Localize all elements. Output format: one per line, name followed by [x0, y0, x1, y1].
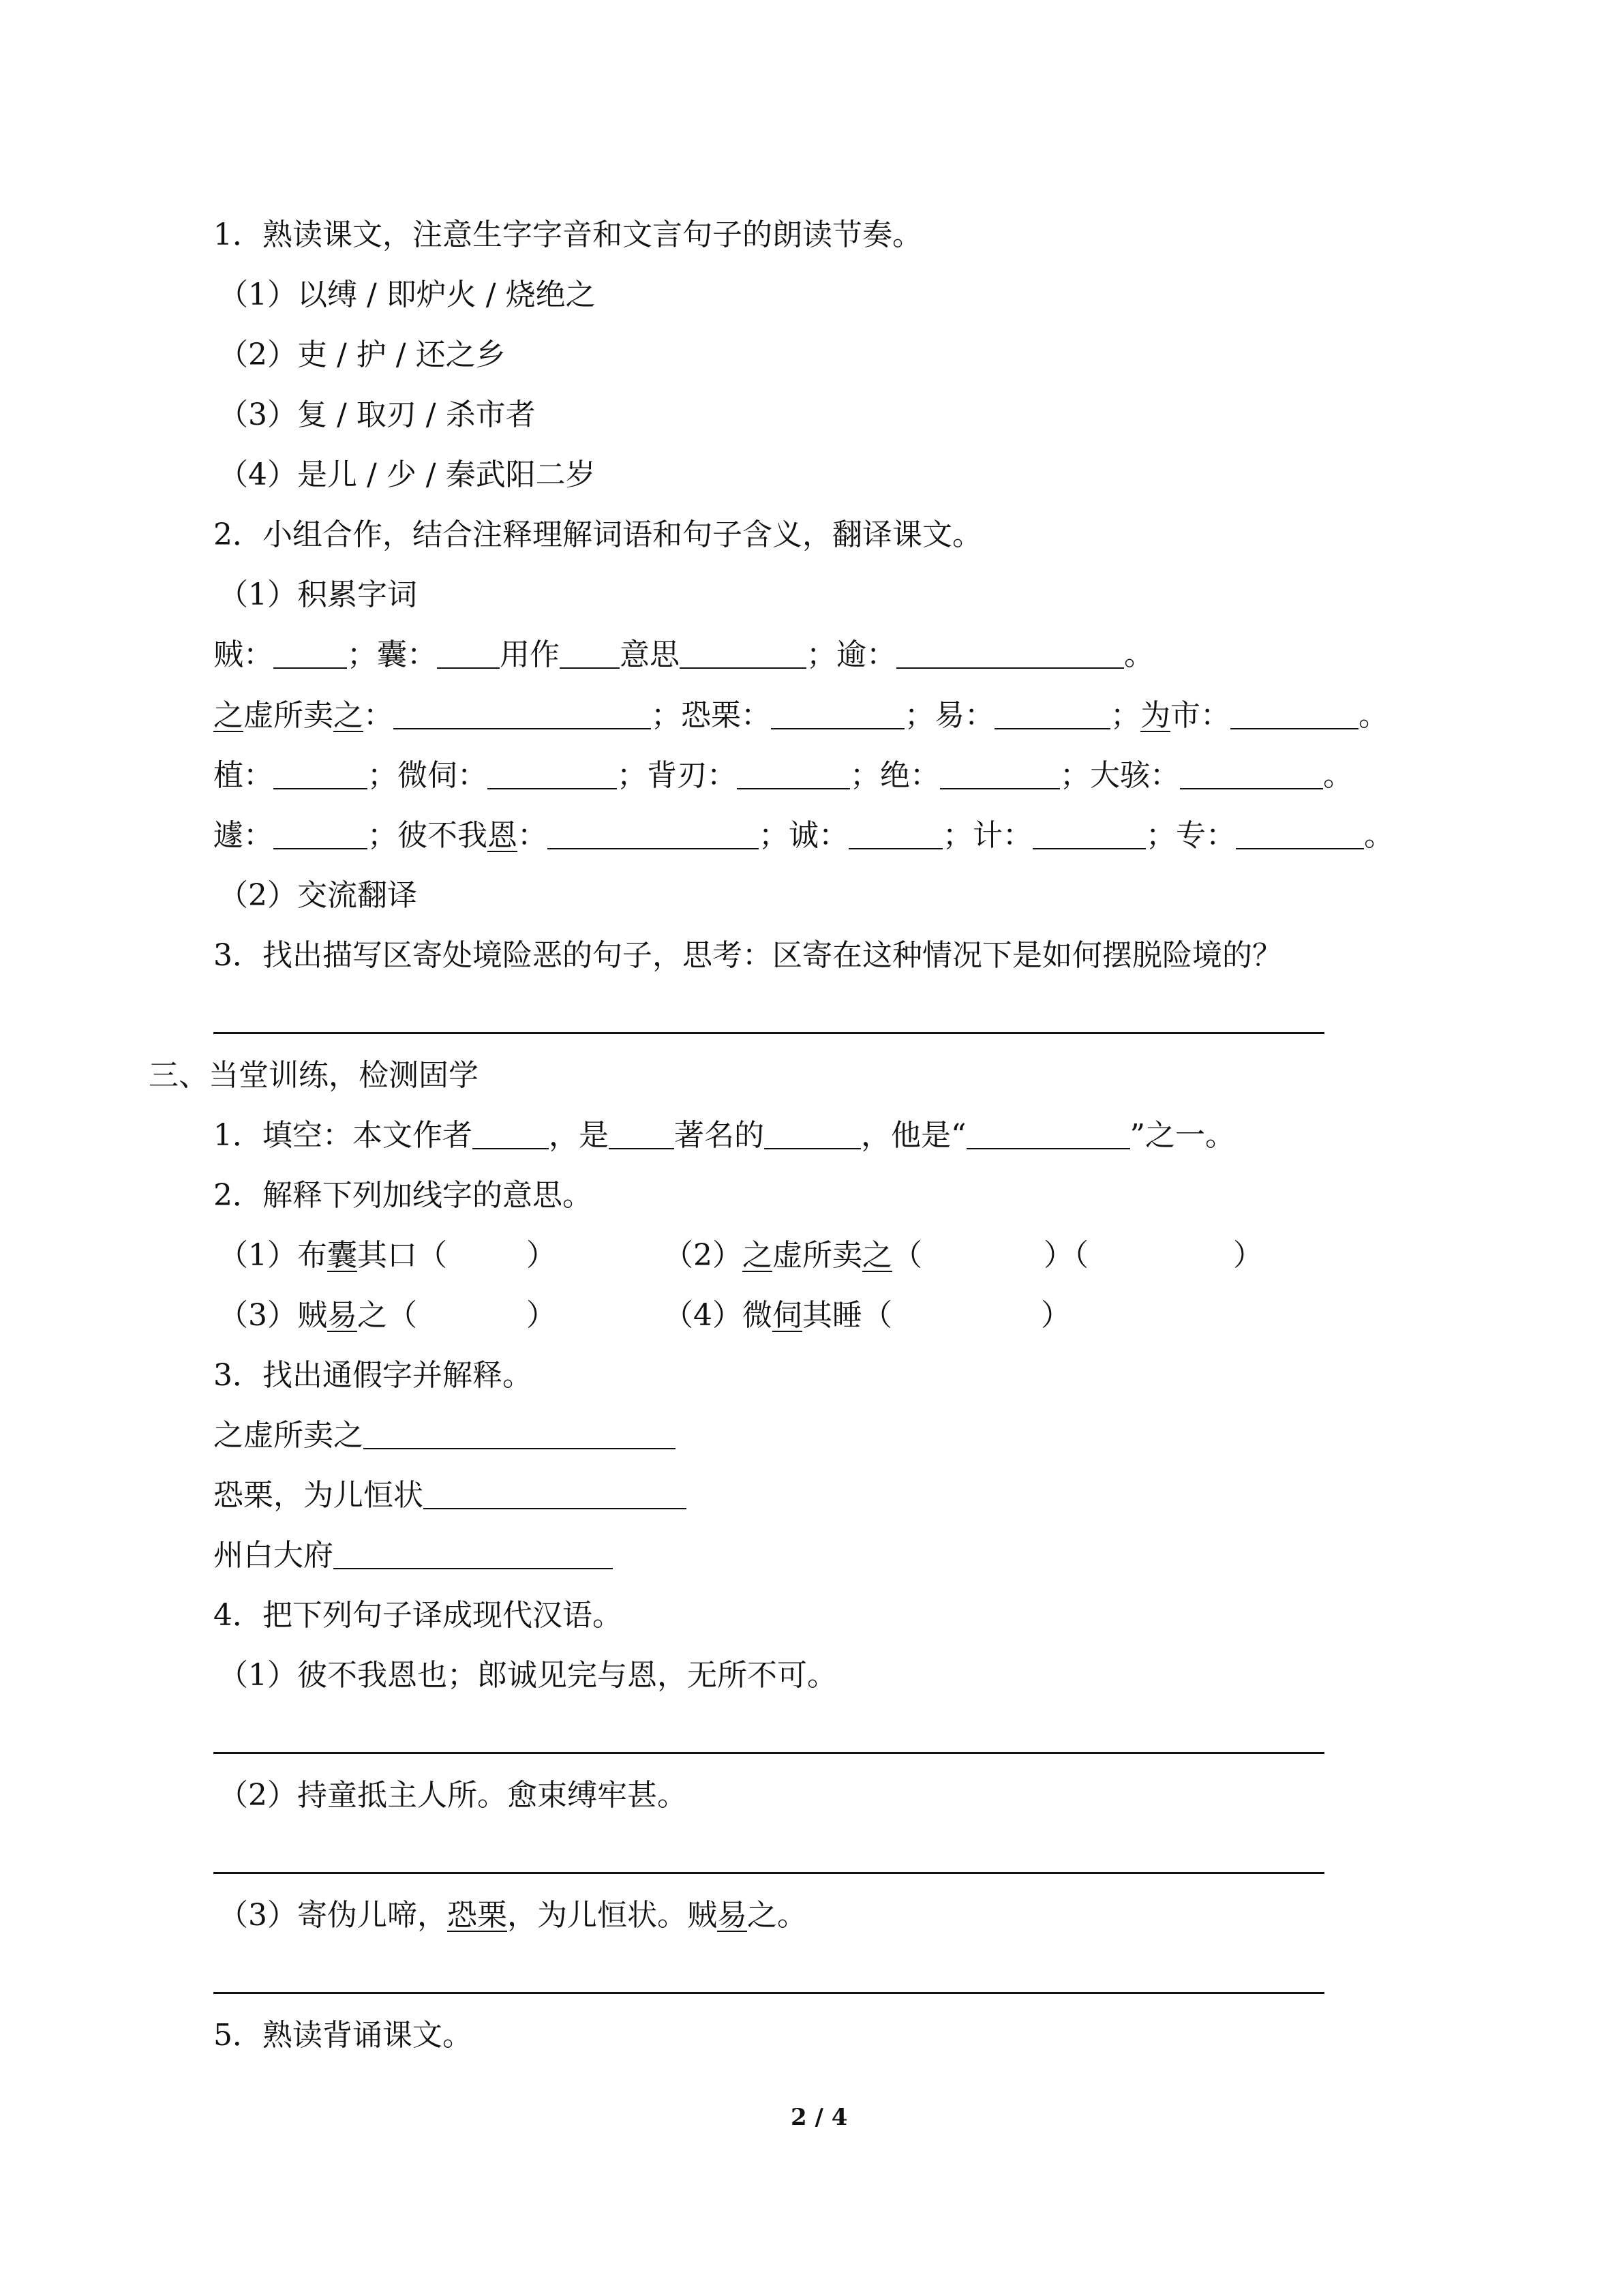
q2-sub2: （2）交流翻译	[218, 878, 417, 913]
underlined-char: 伺	[772, 1298, 802, 1333]
item-text: ，为儿恒状。贼	[507, 1898, 717, 1933]
fill-text: ，他是“	[861, 1118, 967, 1153]
answer-blank[interactable]	[680, 637, 806, 669]
underlined-char: 为	[1140, 698, 1170, 733]
s3-q2-item-1	[218, 1235, 556, 1276]
vocab-label: 植：	[213, 758, 273, 793]
underlined-char: 囊	[327, 1238, 357, 1273]
q3-title: 3．找出描写区寄处境险恶的句子，思考：区寄在这种情况下是如何摆脱险境的？	[213, 938, 1282, 973]
answer-blank[interactable]	[764, 1118, 861, 1149]
vocab-label: ：	[363, 698, 393, 733]
s3-q4-title: 4．把下列句子译成现代汉语。	[213, 1598, 622, 1633]
vocab-label: ；大骇：	[1060, 758, 1180, 793]
s3-q3-line-1	[213, 1415, 676, 1456]
answer-blank[interactable]	[967, 1118, 1130, 1149]
vocab-label: ；背刃：	[617, 758, 737, 793]
vocab-label: ：	[517, 818, 547, 853]
answer-line[interactable]	[213, 1992, 1324, 1994]
item-text: （3）贼	[218, 1298, 327, 1333]
answer-blank[interactable]	[995, 698, 1110, 729]
vocab-label: 意思	[620, 637, 680, 672]
answer-blank[interactable]	[771, 698, 905, 729]
vocab-label: 。	[1124, 637, 1154, 672]
q2-sub1: （1）积累字词	[218, 577, 417, 612]
answer-line[interactable]	[213, 1032, 1324, 1034]
s3-q2-item-2	[663, 1235, 1263, 1276]
vocab-label: 虚所卖	[243, 698, 333, 733]
item-text: （4）微	[663, 1298, 772, 1333]
s3-q2-item-4	[663, 1295, 1071, 1336]
fill-text: 著名的	[674, 1118, 764, 1153]
underlined-char: 恩	[487, 818, 517, 853]
q2-title: 2．小组合作，结合注释理解词语和句子含义，翻译课文。	[213, 517, 982, 552]
item-text: ）	[1233, 1238, 1263, 1273]
answer-blank[interactable]	[472, 1118, 549, 1149]
answer-blank[interactable]	[849, 818, 943, 849]
item-text: 之。	[747, 1898, 807, 1933]
vocab-label: ；专：	[1146, 818, 1236, 853]
vocab-row-3	[213, 755, 1353, 796]
answer-line[interactable]	[213, 1872, 1324, 1874]
item-text: ）（	[1044, 1238, 1089, 1273]
answer-blank[interactable]	[560, 637, 620, 669]
q1-item-1: （1）以缚 / 即炉火 / 烧绝之	[218, 277, 596, 312]
q1-item-4: （4）是儿 / 少 / 秦武阳二岁	[218, 457, 596, 492]
answer-blank[interactable]	[487, 758, 617, 789]
s3-q3-line-3	[213, 1535, 613, 1576]
answer-blank[interactable]	[273, 758, 367, 789]
answer-blank[interactable]	[1230, 698, 1359, 729]
item-text: 其口（	[357, 1238, 447, 1273]
vocab-label: 市：	[1170, 698, 1230, 733]
answer-blank[interactable]	[1033, 818, 1146, 849]
underlined-char: 之	[213, 698, 243, 733]
vocab-label: ；彼不我	[367, 818, 487, 853]
item-text: 恐栗，为儿恒状	[213, 1478, 423, 1513]
underlined-char: 之	[862, 1238, 892, 1273]
vocab-label: ；易：	[905, 698, 995, 733]
fill-text: ”之一。	[1129, 1118, 1235, 1153]
item-text: 州白大府	[213, 1538, 333, 1573]
item-text: 之虚所卖之	[213, 1418, 363, 1453]
vocab-label: ；	[1110, 698, 1140, 733]
vocab-label: 。	[1359, 698, 1389, 733]
answer-blank[interactable]	[333, 1538, 613, 1569]
q1-item-3: （3）复 / 取刃 / 杀市者	[218, 397, 536, 432]
vocab-label: 用作	[500, 637, 560, 672]
vocab-label: ；囊：	[347, 637, 437, 672]
vocab-label: ；诚：	[759, 818, 849, 853]
item-text: ）	[526, 1238, 556, 1273]
item-text: （	[892, 1238, 922, 1273]
section-3-heading: 三、当堂训练，检测固学	[149, 1058, 479, 1093]
vocab-label: ；计：	[943, 818, 1033, 853]
answer-blank[interactable]	[423, 1478, 686, 1509]
vocab-label: 。	[1323, 758, 1353, 793]
underlined-char: 易	[717, 1898, 747, 1933]
item-text: ）	[1041, 1298, 1071, 1333]
s3-q4-sentence-1: （1）彼不我恩也；郎诚见完与恩，无所不可。	[218, 1658, 837, 1693]
vocab-label: ；逾：	[806, 637, 896, 672]
vocab-label: 遽：	[213, 818, 273, 853]
answer-blank[interactable]	[547, 818, 759, 849]
s3-q3-title: 3．找出通假字并解释。	[213, 1358, 532, 1393]
vocab-row-1	[213, 635, 1154, 676]
answer-blank[interactable]	[363, 1418, 676, 1449]
vocab-label: ；微伺：	[367, 758, 487, 793]
underlined-char: 之	[333, 698, 363, 733]
s3-q3-line-2	[213, 1475, 686, 1516]
item-text: （2）	[663, 1238, 742, 1273]
vocab-row-2	[213, 695, 1389, 736]
q1-title: 1．熟读课文，注意生字字音和文言句子的朗读节奏。	[213, 217, 922, 252]
item-text: 其睡（	[802, 1298, 892, 1333]
vocab-label: 贼：	[213, 637, 273, 672]
item-text: 虚所卖	[772, 1238, 862, 1273]
answer-blank[interactable]	[1180, 758, 1323, 789]
answer-blank[interactable]	[1236, 818, 1364, 849]
answer-blank[interactable]	[940, 758, 1060, 789]
item-text: （3）寄伪儿啼，	[218, 1898, 447, 1933]
vocab-label: ；绝：	[850, 758, 940, 793]
vocab-label: 。	[1364, 818, 1394, 853]
q1-item-2: （2）吏 / 护 / 还之乡	[218, 337, 506, 372]
fill-text: 1．填空：本文作者	[213, 1118, 472, 1153]
page-number: 2 / 4	[791, 2104, 848, 2131]
answer-blank[interactable]	[273, 818, 367, 849]
underlined-char: 恐栗	[447, 1898, 507, 1933]
item-text: （1）布	[218, 1238, 327, 1273]
item-text: 之（	[357, 1298, 417, 1333]
vocab-row-4	[213, 815, 1394, 856]
underlined-char: 易	[327, 1298, 357, 1333]
s3-q4-sentence-3	[218, 1895, 807, 1936]
answer-blank[interactable]	[609, 1118, 674, 1149]
answer-blank[interactable]	[896, 637, 1124, 669]
vocab-label: ；恐栗：	[651, 698, 771, 733]
fill-text: ，是	[549, 1118, 609, 1153]
answer-blank[interactable]	[393, 698, 651, 729]
s3-q2-item-3	[218, 1295, 556, 1336]
s3-q5: 5．熟读背诵课文。	[213, 2018, 472, 2053]
s3-q4-sentence-2: （2）持童抵主人所。愈束缚牢甚。	[218, 1778, 687, 1813]
s3-q2-title: 2．解释下列加线字的意思。	[213, 1178, 592, 1213]
answer-blank[interactable]	[737, 758, 850, 789]
answer-blank[interactable]	[437, 637, 500, 669]
s3-q1-fill	[213, 1115, 1235, 1156]
answer-blank[interactable]	[273, 637, 347, 669]
item-text: ）	[526, 1298, 556, 1333]
answer-line[interactable]	[213, 1752, 1324, 1754]
underlined-char: 之	[742, 1238, 772, 1273]
